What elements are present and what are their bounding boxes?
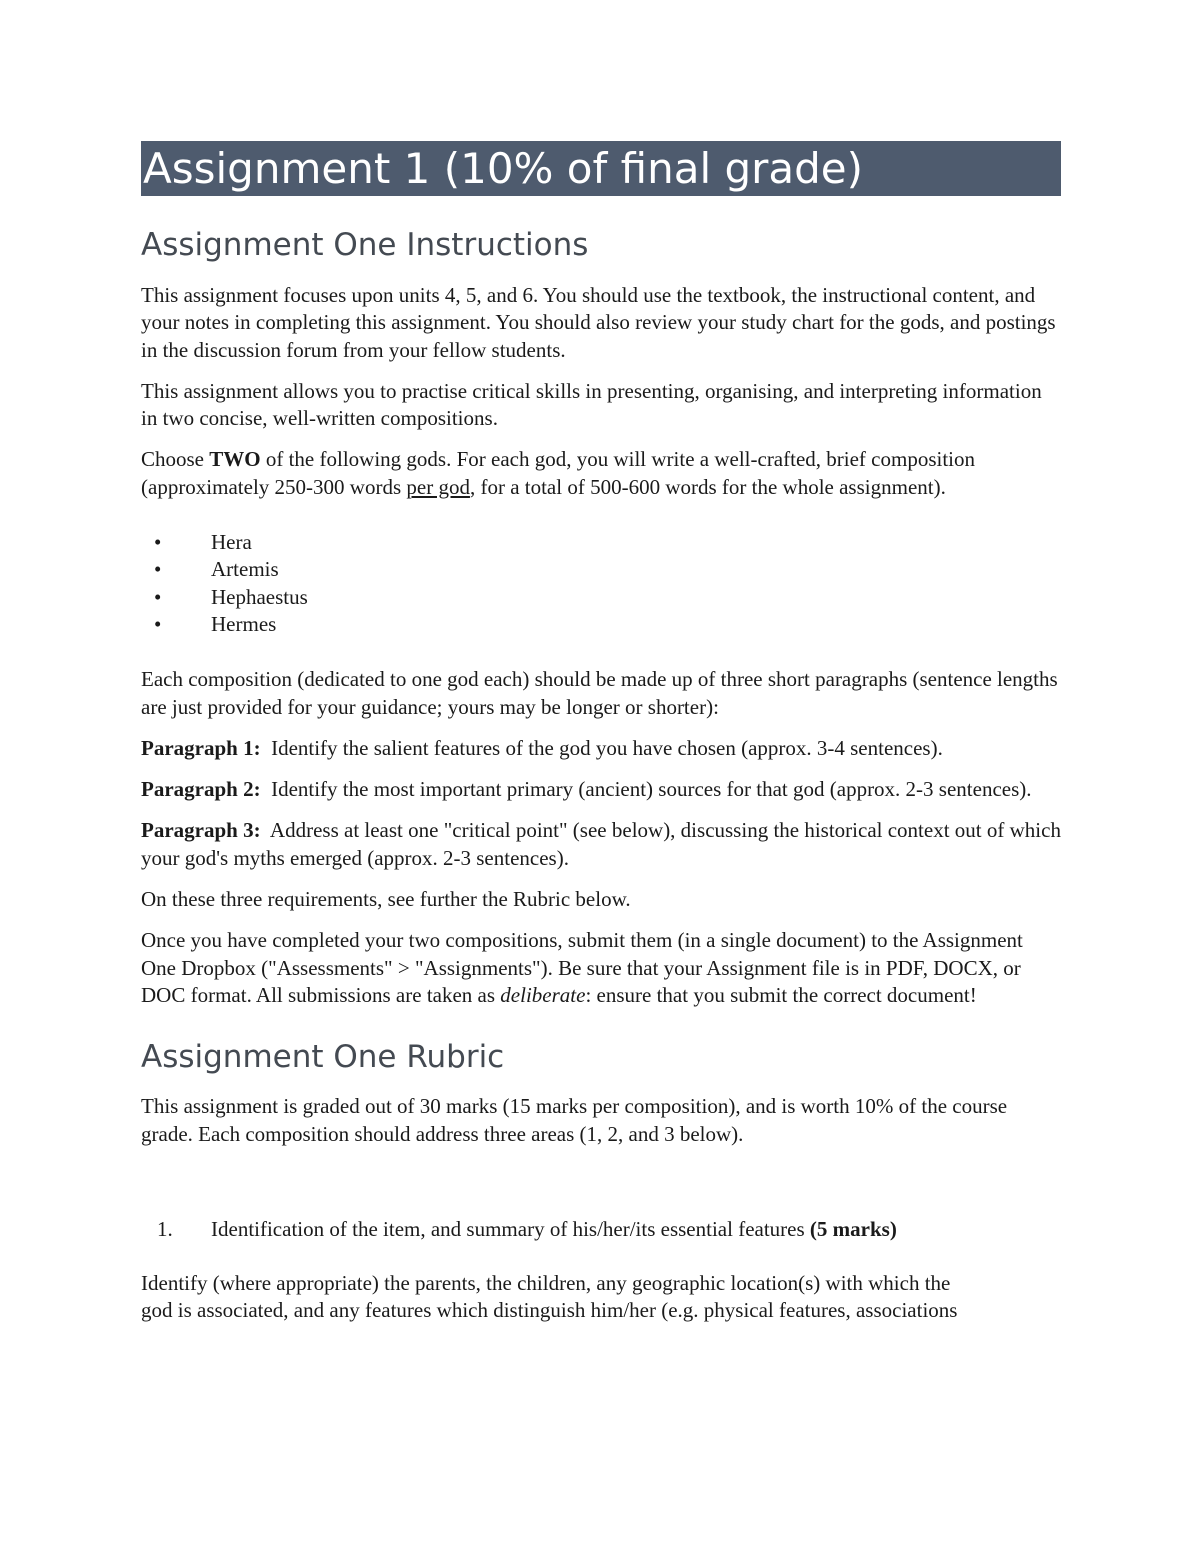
paragraph-2-requirement	[141, 776, 1061, 803]
document-content	[141, 141, 1067, 1325]
paragraph-2-text: Identify the most important primary (ancient) sources for that god (approx. 2-3 sentences).	[260, 777, 1032, 802]
paragraph-1-requirement	[141, 735, 1061, 762]
list-item	[141, 556, 1061, 583]
paragraph-3-label: Paragraph 3:	[141, 818, 261, 843]
composition-text: of the following gods. For each god, you will write a well-crafted, brief composition (approximately 250-300 words	[141, 447, 976, 499]
submission-text: Once you have completed your two compositions, submit them (in a single document) to the Assignment One Dropbox ("Assessments" > "Assignments"). Be sure that your Assignment file is in PDF, DOCX, or DOC format. All submissions are taken as	[141, 928, 1023, 1007]
item-marks: (5 marks)	[809, 1216, 897, 1241]
instructions-paragraph-2: This assignment allows you to practise critical skills in presenting, organising, and interpreting information in two concise, well-written compositions.	[141, 378, 1042, 431]
instructions-paragraph-3	[141, 446, 1061, 501]
paragraph-1-text: Identify the salient features of the god you have chosen (approx. 3-4 sentences).	[260, 735, 943, 760]
total-words-text: , for a total of 500-600 words for the whole assignment).	[469, 474, 946, 499]
bullet-icon: •	[154, 584, 162, 609]
instructions-paragraph-1: This assignment focuses upon units 4, 5, and 6. You should use the textbook, the instructional content, and your notes in completing this assignment. You should also review your study chart for the gods, and postings in the discussion forum from your fellow students.	[141, 283, 1056, 362]
list-item	[141, 584, 1061, 611]
paragraph-3-text: Address at least one "critical point" (see below), discussing the historical context out of which your god's myths emerged (approx. 2-3 sentences).	[141, 818, 1067, 870]
submission-paragraph	[141, 927, 1061, 1009]
bullet-icon: •	[154, 557, 162, 582]
paragraph-3-requirement	[141, 817, 1067, 872]
rubric-reference-paragraph: On these three requirements, see further the Rubric below.	[141, 887, 631, 912]
instructions-heading: Assignment One Instructions	[141, 227, 589, 263]
bullet-icon: •	[154, 530, 162, 555]
two-emphasis: TWO	[209, 447, 261, 472]
item-text: Identification of the item, and summary of his/her/its essential features	[211, 1216, 810, 1241]
gods-list	[141, 529, 1061, 638]
composition-structure-paragraph: Each composition (dedicated to one god each) should be made up of three short paragraphs (sentence lengths are just provided for your guidance; yours may be longer or shorter):	[141, 667, 1058, 719]
per-god-underlined: per god	[406, 474, 470, 499]
paragraph-2-label: Paragraph 2:	[141, 777, 261, 802]
rubric-paragraph-1: This assignment is graded out of 30 marks (15 marks per composition), and is worth 10% of the course grade. Each composition should address three areas (1, 2, and 3 below).	[141, 1094, 1008, 1146]
rubric-paragraph-2-line-2: god is associated, and any features which distinguish him/her (e.g. physical features, associations	[141, 1298, 958, 1323]
rubric-item-1	[141, 1216, 1061, 1243]
god-name: Artemis	[211, 557, 279, 582]
deliberate-emphasis: deliberate	[500, 982, 586, 1007]
rubric-paragraph-2-line-1: Identify (where appropriate) the parents, the children, any geographic location(s) with which the	[141, 1271, 951, 1296]
item-number: 1.	[157, 1216, 173, 1241]
document-title: Assignment 1 (10% of final grade)	[141, 141, 1061, 196]
rubric-heading: Assignment One Rubric	[141, 1039, 505, 1076]
rubric-paragraph-2	[141, 1270, 1061, 1325]
list-item	[141, 611, 1061, 638]
god-name: Hera	[211, 530, 252, 555]
choose-text: Choose	[141, 447, 210, 472]
list-item	[141, 529, 1061, 556]
bullet-icon: •	[154, 611, 162, 636]
submission-warning-text: : ensure that you submit the correct document!	[585, 982, 977, 1007]
god-name: Hephaestus	[211, 584, 308, 609]
paragraph-1-label: Paragraph 1:	[141, 735, 261, 760]
god-name: Hermes	[211, 611, 277, 636]
